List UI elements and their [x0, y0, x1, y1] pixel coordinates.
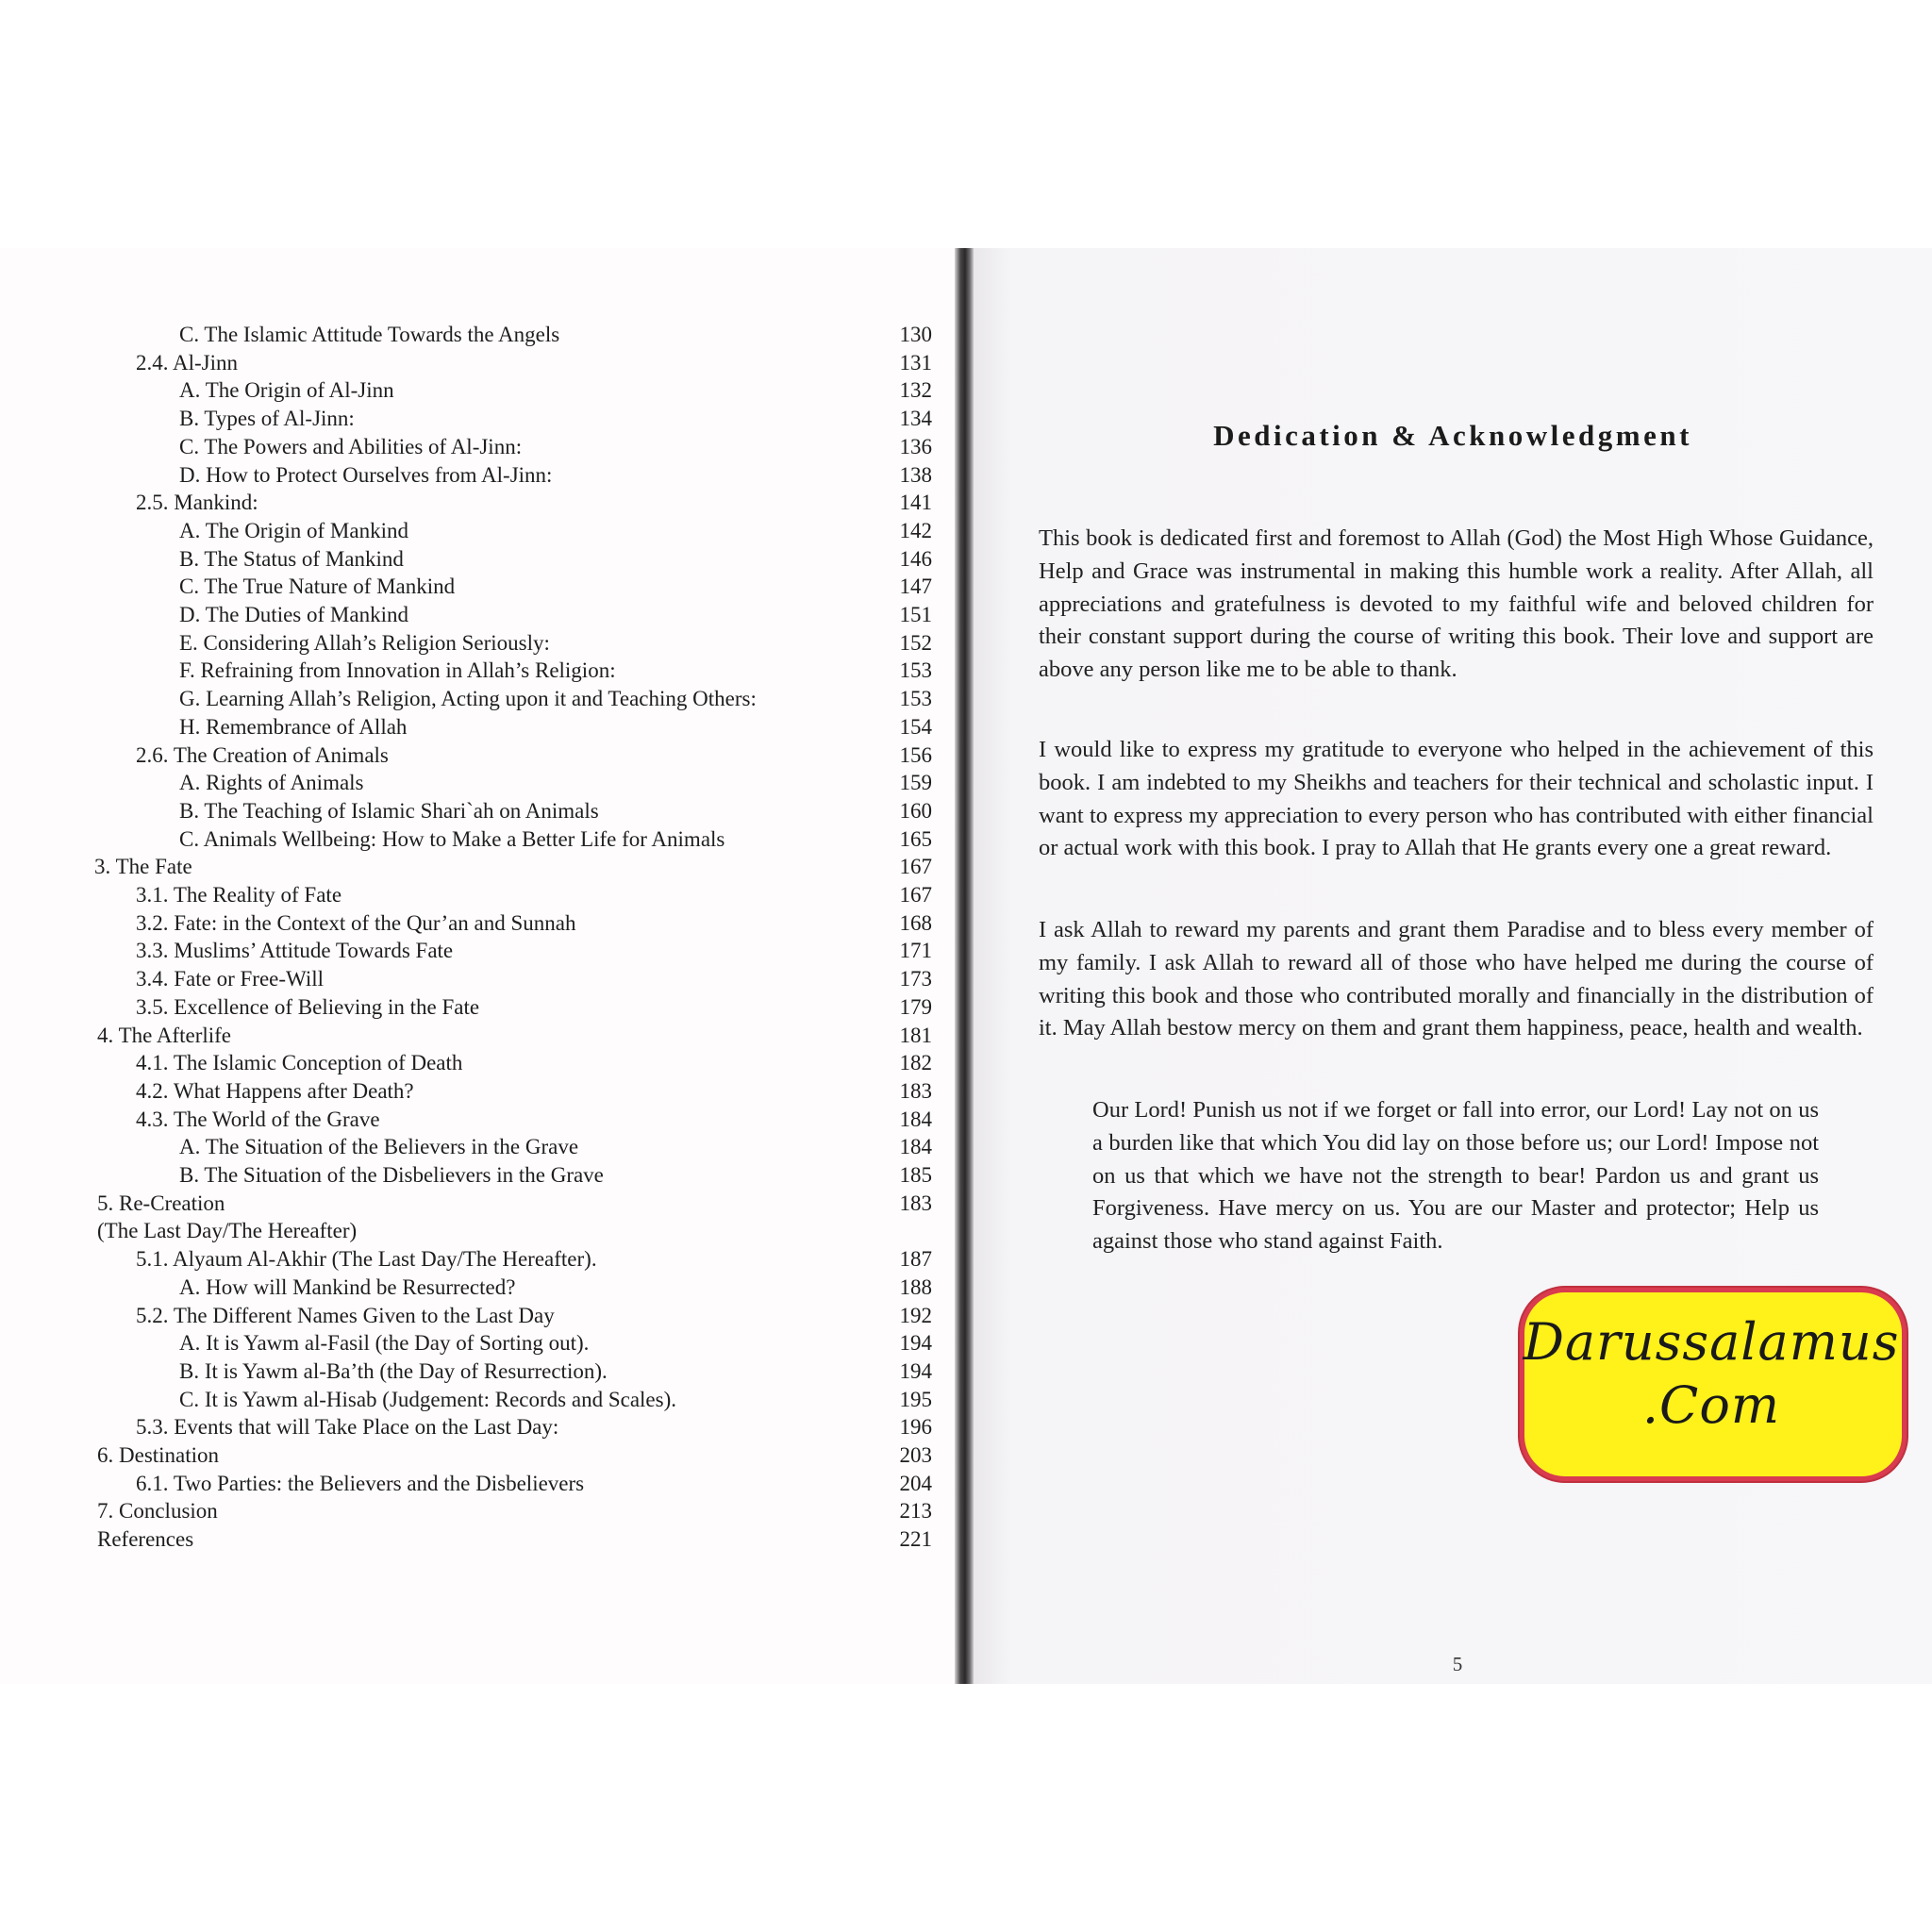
toc-entry-title: C. The Powers and Abilities of Al-Jinn:: [179, 434, 523, 458]
watermark-logo-line-2: .Com: [1641, 1375, 1781, 1435]
toc-entry: [0, 461, 953, 490]
toc-entry-title: 2.4. Al-Jinn: [136, 350, 238, 375]
dedication-title: Dedication & Acknowledgment: [1213, 419, 1692, 452]
toc-entry-title: 2.6. The Creation of Animals: [136, 742, 389, 767]
dedication-paragraph-1: This book is dedicated first and foremost to Allah (God) the Most High Whose Guidance, Help and Grace was instrumental in making this humble work a reality. After Allah, all appreciations and gratefulness is devoted to my faithful wife and beloved children for their constant support during the course of writing this book. Their love and support are above any person like me to be able to thank.: [1039, 525, 1874, 683]
toc-entry-page: 179: [899, 994, 932, 1019]
toc-entry: [0, 657, 953, 685]
toc-entry: [0, 909, 953, 938]
toc-entry: [0, 1329, 953, 1357]
toc-entry: [0, 1022, 953, 1050]
toc-entry-title: A. The Origin of Al-Jinn: [179, 378, 394, 403]
toc-entry-page: 194: [899, 1358, 932, 1383]
toc-entry-title: B. Types of Al-Jinn:: [179, 407, 355, 431]
toc-entry-title: B. It is Yawm al-Ba’th (the Day of Resurrection).: [179, 1358, 608, 1383]
book-gutter: [955, 248, 974, 1684]
toc-entry: [0, 797, 953, 825]
toc-entry-title: 4.2. What Happens after Death?: [136, 1078, 414, 1103]
toc-entry-title: 4.3. The World of the Grave: [136, 1107, 380, 1131]
toc-entry-page: 141: [899, 491, 932, 515]
toc-entry-page: 167: [899, 855, 932, 879]
toc-entry-page: 159: [899, 771, 932, 795]
toc-entry-title: 5.2. The Different Names Given to the Last Day: [136, 1303, 555, 1327]
toc-entry-title: 3. The Fate: [94, 855, 192, 879]
toc-entry-page: 136: [899, 434, 932, 458]
toc-entry-page: 153: [899, 658, 932, 683]
toc-entry-title: C. Animals Wellbeing: How to Make a Better Life for Animals: [179, 826, 725, 851]
toc-entry: [0, 349, 953, 377]
toc-entry-title: 3.1. The Reality of Fate: [136, 883, 342, 907]
toc-entry-page: 213: [899, 1499, 932, 1524]
toc-entry: [0, 937, 953, 965]
toc-entry-title: A. It is Yawm al-Fasil (the Day of Sorting out).: [179, 1331, 590, 1356]
toc-entry-title: C. The True Nature of Mankind: [179, 575, 456, 599]
toc-entry: [0, 1049, 953, 1077]
toc-entry: [0, 1413, 953, 1441]
toc-entry: [0, 993, 953, 1022]
toc-entry-title: A. The Situation of the Believers in the Grave: [179, 1135, 579, 1159]
page-number: 5: [1452, 1653, 1463, 1675]
toc-entry-page: 195: [899, 1387, 932, 1411]
toc-entry-page: 151: [899, 603, 932, 626]
toc-entry: [0, 601, 953, 629]
toc-entry-title: E. Considering Allah’s Religion Seriously:: [179, 630, 550, 655]
toc-entry: [0, 853, 953, 881]
toc-entry-page: 154: [899, 714, 932, 739]
toc-entry-page: 147: [899, 575, 932, 599]
toc-entry-title: (The Last Day/The Hereafter): [97, 1219, 358, 1243]
toc-entry-title: A. The Origin of Mankind: [179, 518, 408, 542]
toc-entry-title: 6. Destination: [97, 1443, 220, 1467]
toc-entry-title: 3.3. Muslims’ Attitude Towards Fate: [136, 939, 454, 963]
toc-entry-page: 134: [899, 407, 932, 431]
toc-entry-page: 185: [899, 1163, 932, 1187]
toc-entry-page: 132: [899, 378, 932, 403]
toc-entry: [0, 1525, 953, 1554]
toc-entry-page: 165: [899, 826, 932, 851]
toc-entry-title: 3.4. Fate or Free-Will: [136, 967, 324, 991]
toc-entry-title: G. Learning Allah’s Religion, Acting upon it and Teaching Others:: [179, 687, 757, 711]
toc-entry-title: 3.2. Fate: in the Context of the Qur’an and Sunnah: [136, 910, 576, 935]
toc-entry: [0, 1190, 953, 1218]
toc-entry: [0, 321, 953, 349]
toc-entry: [0, 1302, 953, 1330]
toc-entry-page: 203: [899, 1443, 932, 1467]
toc-entry: [0, 629, 953, 658]
toc-entry-page: 146: [899, 546, 932, 571]
toc-entry: [0, 713, 953, 741]
toc-entry-title: 3.5. Excellence of Believing in the Fate: [136, 994, 480, 1019]
toc-entry-page: 221: [899, 1527, 932, 1552]
toc-entry: [0, 1217, 953, 1245]
toc-entry-title: H. Remembrance of Allah: [179, 714, 408, 739]
toc-entry-title: 4. The Afterlife: [97, 1023, 231, 1047]
toc-entry: [0, 741, 953, 770]
toc-entry-page: 173: [899, 967, 932, 991]
toc-entry: [0, 1161, 953, 1190]
toc-entry: [0, 1245, 953, 1274]
toc-entry-title: 7. Conclusion: [97, 1499, 218, 1524]
toc-entry-page: 187: [899, 1247, 932, 1272]
toc-entry-page: 130: [899, 323, 932, 346]
watermark-logo-line-1: Darussalamus: [1523, 1312, 1900, 1372]
toc-entry-page: 204: [899, 1471, 932, 1495]
toc-entry: [0, 1133, 953, 1161]
toc-entry: [0, 517, 953, 545]
toc-entry-page: 188: [899, 1274, 932, 1299]
dedication-quote: Our Lord! Punish us not if we forget or fall into error, our Lord! Lay not on us a burden like that which You did lay on those before us; our Lord! Impose not on us that which we have not the strength to bear! Pardon us and grant us Forgiveness. Have mercy on us. You are our Master and protector; Help us against those who stand against Faith.: [1092, 1097, 1819, 1255]
toc-entry-page: 184: [899, 1107, 932, 1131]
toc-entry: [0, 489, 953, 517]
toc-entry-title: 5. Re-Creation: [97, 1191, 225, 1215]
toc-entry-page: 138: [899, 462, 932, 487]
toc-entry: [0, 1441, 953, 1470]
toc-entry-page: 183: [899, 1191, 932, 1215]
toc-entry-title: A. Rights of Animals: [179, 771, 364, 795]
toc-entry-title: D. How to Protect Ourselves from Al-Jinn:: [179, 462, 553, 487]
toc-entry: [0, 965, 953, 993]
toc-entry-page: 182: [899, 1051, 932, 1075]
toc-entry-title: B. The Status of Mankind: [179, 546, 404, 571]
toc-entry-title: 2.5. Mankind:: [136, 491, 258, 515]
toc-entry-title: D. The Duties of Mankind: [179, 603, 408, 626]
toc-entry-page: 184: [899, 1135, 932, 1159]
toc-entry: [0, 433, 953, 461]
toc-entry-page: 196: [899, 1415, 932, 1440]
toc-entry: [0, 1106, 953, 1134]
toc-entry-title: F. Refraining from Innovation in Allah’s Religion:: [179, 658, 616, 683]
toc-entry-page: 131: [899, 350, 932, 375]
toc-entry-page: 194: [899, 1331, 932, 1356]
toc-entry: [0, 1470, 953, 1498]
toc-entry: [0, 685, 953, 713]
toc-entry: [0, 405, 953, 433]
toc-entry-page: 142: [899, 518, 932, 542]
toc-entry-title: B. The Teaching of Islamic Shari`ah on Animals: [179, 798, 599, 823]
toc-entry: [0, 1386, 953, 1414]
toc-entry: [0, 1357, 953, 1386]
toc-entry-page: 171: [899, 939, 932, 963]
toc-entry-page: 153: [899, 687, 932, 711]
toc-entry-page: 160: [899, 798, 932, 823]
toc-entry: [0, 1077, 953, 1106]
toc-entry: [0, 545, 953, 574]
toc-entry-title: 4.1. The Islamic Conception of Death: [136, 1051, 463, 1075]
toc-entry-page: 168: [899, 910, 932, 935]
toc-entry-title: C. The Islamic Attitude Towards the Angels: [179, 323, 560, 346]
toc-entry-page: 167: [899, 883, 932, 907]
toc-entry: [0, 1497, 953, 1525]
toc-entry: [0, 881, 953, 909]
toc-entry-title: 5.1. Alyaum Al-Akhir (The Last Day/The Hereafter).: [136, 1247, 597, 1272]
toc-entry: [0, 825, 953, 854]
dedication-paragraph-2: I would like to express my gratitude to everyone who helped in the achievement of this book. I am indebted to my Sheikhs and teachers for their technical and scholastic input. I want to express my appreciation to every person who has contributed with either financial or actual work with this book. I pray to Allah that He grants every one a great reward.: [1039, 737, 1874, 861]
toc-entry-title: References: [97, 1527, 194, 1552]
toc-entry-title: 6.1. Two Parties: the Believers and the Disbelievers: [136, 1471, 585, 1495]
toc-entry-title: C. It is Yawm al-Hisab (Judgement: Records and Scales).: [179, 1387, 677, 1411]
dedication-paragraph-3: I ask Allah to reward my parents and grant them Paradise and to bless every member of my family. I ask Allah to reward all of those who have helped me during the course of writing this book and those who contributed morally and financially in the distribution of it. May Allah bestow mercy on them and grant them happiness, peace, health and wealth.: [1039, 917, 1874, 1041]
toc-entry-title: B. The Situation of the Disbelievers in the Grave: [179, 1163, 604, 1187]
toc-entry-page: 192: [899, 1303, 932, 1327]
toc-entry: [0, 376, 953, 405]
toc-entry-title: 5.3. Events that will Take Place on the Last Day:: [136, 1415, 559, 1440]
toc-entry-page: 152: [899, 630, 932, 655]
toc-entry-page: 183: [899, 1078, 932, 1103]
toc-entry: [0, 573, 953, 601]
toc-entry-page: 156: [899, 742, 932, 767]
toc-entry: [0, 1274, 953, 1302]
toc-entry-title: A. How will Mankind be Resurrected?: [179, 1274, 516, 1299]
toc-entry: [0, 769, 953, 797]
toc-entry-page: 181: [899, 1023, 932, 1047]
